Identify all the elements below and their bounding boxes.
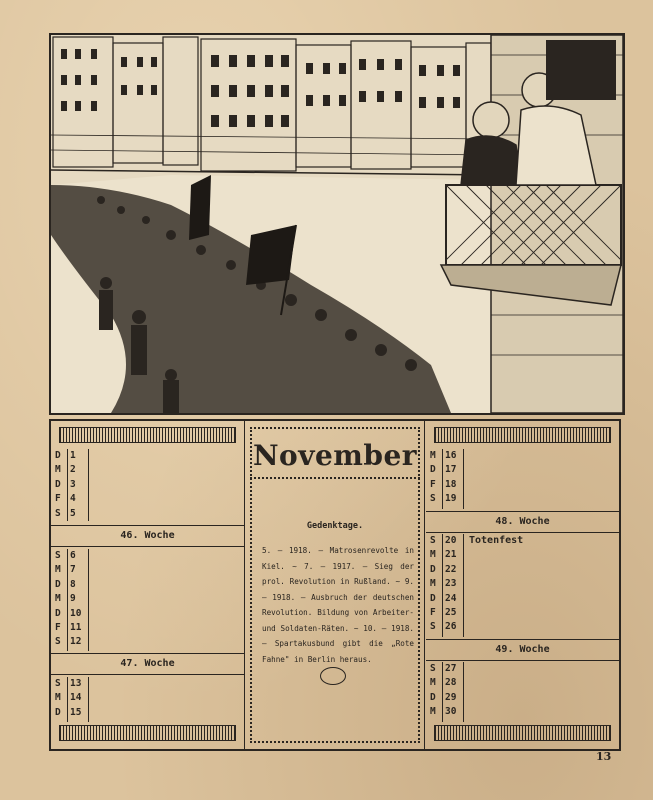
day-row: M 23: [430, 578, 457, 590]
day-row: D 1: [55, 450, 76, 461]
day-row: F 4: [55, 493, 76, 505]
illustration-demonstration: [49, 33, 625, 415]
day-row: D 29: [430, 691, 457, 703]
day-row: S 5: [55, 507, 76, 519]
day-row: M 9: [55, 593, 76, 605]
day-row: F 11: [55, 621, 82, 633]
day-row: D 17: [430, 464, 457, 476]
week-label-49: 49. Woche: [426, 639, 619, 661]
day-row: S 19: [430, 493, 457, 505]
page-number: 13: [596, 750, 612, 763]
day-row: M 7: [55, 564, 76, 576]
memorial-text: 5. — 1918. — Matrosenrevolte in Kiel. ~ 7. — 1917. — Sieg der prol. Revolution in Rußland. ~ 9. — 1918. — Ausbruch der deutschen Revolution. Bildung von Arbeiter- und Soldaten-Räten. ~ 10. — 1918. — Spartakusbund gibt die „Rote Fahne" in Berlin heraus.: [262, 546, 414, 664]
calendar-grid: [49, 419, 621, 751]
day-row: S 12: [55, 636, 82, 648]
day-row: D 24: [430, 592, 457, 604]
day-row: S 26: [430, 621, 457, 633]
decorative-hatch-bottom-left: [59, 725, 236, 741]
decorative-hatch-bottom-right: [434, 725, 611, 741]
day-row: S 27: [430, 663, 457, 674]
days-block-1: [51, 449, 244, 521]
day-row: D 15: [55, 706, 82, 718]
day-row: M 21: [430, 549, 457, 561]
illustration-drawing: [51, 35, 623, 413]
days-block-3: [51, 677, 244, 722]
day-row: S 6: [55, 550, 76, 561]
day-row: D 8: [55, 578, 76, 590]
day-row: M 2: [55, 464, 76, 476]
days-block-2: [51, 549, 244, 651]
day-row: M 28: [430, 677, 457, 689]
day-row: D 10: [55, 607, 82, 619]
week-label-46: 46. Woche: [51, 525, 244, 547]
day-row: M 30: [430, 706, 457, 718]
day-row: F 18: [430, 478, 457, 490]
week-label-48: 48. Woche: [426, 511, 619, 533]
decorative-hatch-top-right: [434, 427, 611, 443]
days-block-5: [426, 534, 619, 637]
left-column: [51, 421, 245, 749]
right-column: [426, 421, 619, 749]
days-block-4: [426, 449, 619, 509]
day-row: M 16: [430, 450, 457, 461]
day-row: F 25: [430, 606, 457, 618]
emblem-icon: [320, 667, 346, 685]
day-row: S 20 Totenfest: [430, 535, 524, 546]
month-title: November: [250, 427, 420, 479]
middle-column: [246, 421, 425, 749]
day-row: D 3: [55, 478, 76, 490]
decorative-hatch-top-left: [59, 427, 236, 443]
memorial-title: Gedenktage.: [306, 521, 364, 531]
days-block-6: [426, 662, 619, 722]
week-label-47: 47. Woche: [51, 653, 244, 675]
day-row: M 14: [55, 692, 82, 704]
day-row: S 13: [55, 678, 82, 689]
day-row: D 22: [430, 563, 457, 575]
holiday-note: Totenfest: [469, 535, 524, 546]
